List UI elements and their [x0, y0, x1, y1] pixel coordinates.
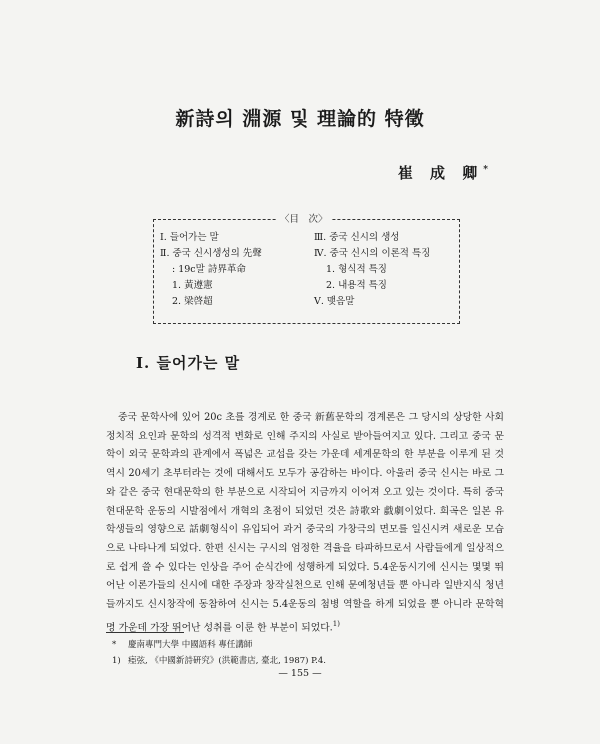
- footnote-reference: 1): [332, 619, 340, 628]
- toc-left-column: [160, 230, 262, 310]
- footnotes: [112, 637, 492, 669]
- toc-item: Ⅳ. 중국 신시의 이론적 특징: [314, 248, 431, 259]
- toc-item: 1. 형식적 특징: [326, 264, 387, 275]
- toc-item: 2. 梁啓超: [172, 296, 213, 307]
- toc-item: Ⅴ. 맺음말: [314, 296, 355, 307]
- footnote: [112, 637, 492, 653]
- footnote-mark: 1): [112, 656, 121, 666]
- toc-item: 2. 내용적 특징: [326, 280, 387, 291]
- footnote: [112, 653, 492, 669]
- footnote-mark: *: [112, 640, 117, 650]
- footnote-text: 慶南專門大學 中國語科 專任講師: [128, 640, 253, 650]
- author-name-text: 崔 成 卿: [397, 164, 484, 182]
- page-number: — 155 —: [278, 668, 322, 679]
- footnote-divider: [106, 632, 184, 633]
- author-name: [398, 162, 488, 183]
- author-footnote-mark: *: [483, 165, 488, 175]
- section-heading: Ⅰ. 들어가는 말: [136, 354, 241, 372]
- toc-right-column: [314, 230, 430, 310]
- footnote-text: 瘂弦, 《中國新詩硏究》(洪範書店, 臺北, 1987) P.4.: [128, 656, 326, 666]
- table-of-contents: [153, 214, 460, 324]
- toc-label: 〈目 次〉: [277, 213, 331, 226]
- toc-item: Ⅰ. 들어가는 말: [160, 232, 219, 243]
- body-paragraph: [106, 409, 504, 638]
- body-text: [106, 409, 504, 638]
- body-paragraph-text: 중국 문학사에 있어 20c 초를 경계로 한 중국 新舊문학의 경계론은 그 당시의 상당한 사회 정치적 요인과 문학의 성격적 변화로 인해 주지의 사실로 받아들여지고 있다. 그리고 중국 문학이 외국 문학과의 관계에서 폭넓은 교섭을 갖는 가운데 세계문학의 한 부분을 이루게 된 것 역시 20세기 초부터라는 것에 대해서도 모두가 공감하는 바이다. 아울러 중국 신시는 바로 그와 같은 중국 현대문학의 한 부분으로 시작되어 지금까지 이어져 오고 있는 것이다. 특히 중국 현대문학 운동의 시발점에서 개혁의 초점이 되었던 것은 詩歌와 戱劇이었다. 희곡은 일본 유학생들의 영향으로 話劇형식이 유입되어 과거 중국의 가창극의 면모를 일신시켜 새로운 모습으로 나타나게 되었다. 한편 신시는 구시의 엄정한 격율을 타파하므로서 사람들에게 일상적으로 쉽게 쓸 수 있다는 인상을 주어 순식간에 성행하게 되었다. 5.4운동시기에 신시는 몇몇 뛰어난 이론가들의 신시에 대한 주장과 창작실천으로 인해 문예청년들 뿐 아니라 일반지식 청년들까지도 신시창작에 동참하여 신시는 5.4운동의 첨병 역할을 하게 되었을 뿐 아니라 문학혁명 가운데 가장 뛰어난 성취를 이룬 한 부분이 되었다.: [106, 412, 504, 633]
- toc-item: : 19c말 詩界革命: [172, 264, 246, 275]
- toc-item: Ⅱ. 중국 신시생성의 先聲: [160, 248, 262, 259]
- toc-item: 1. 黃遵憲: [172, 280, 213, 291]
- toc-item: Ⅲ. 중국 신시의 생성: [314, 232, 400, 243]
- paper-title: 新詩의 淵源 및 理論的 特徵: [175, 108, 425, 130]
